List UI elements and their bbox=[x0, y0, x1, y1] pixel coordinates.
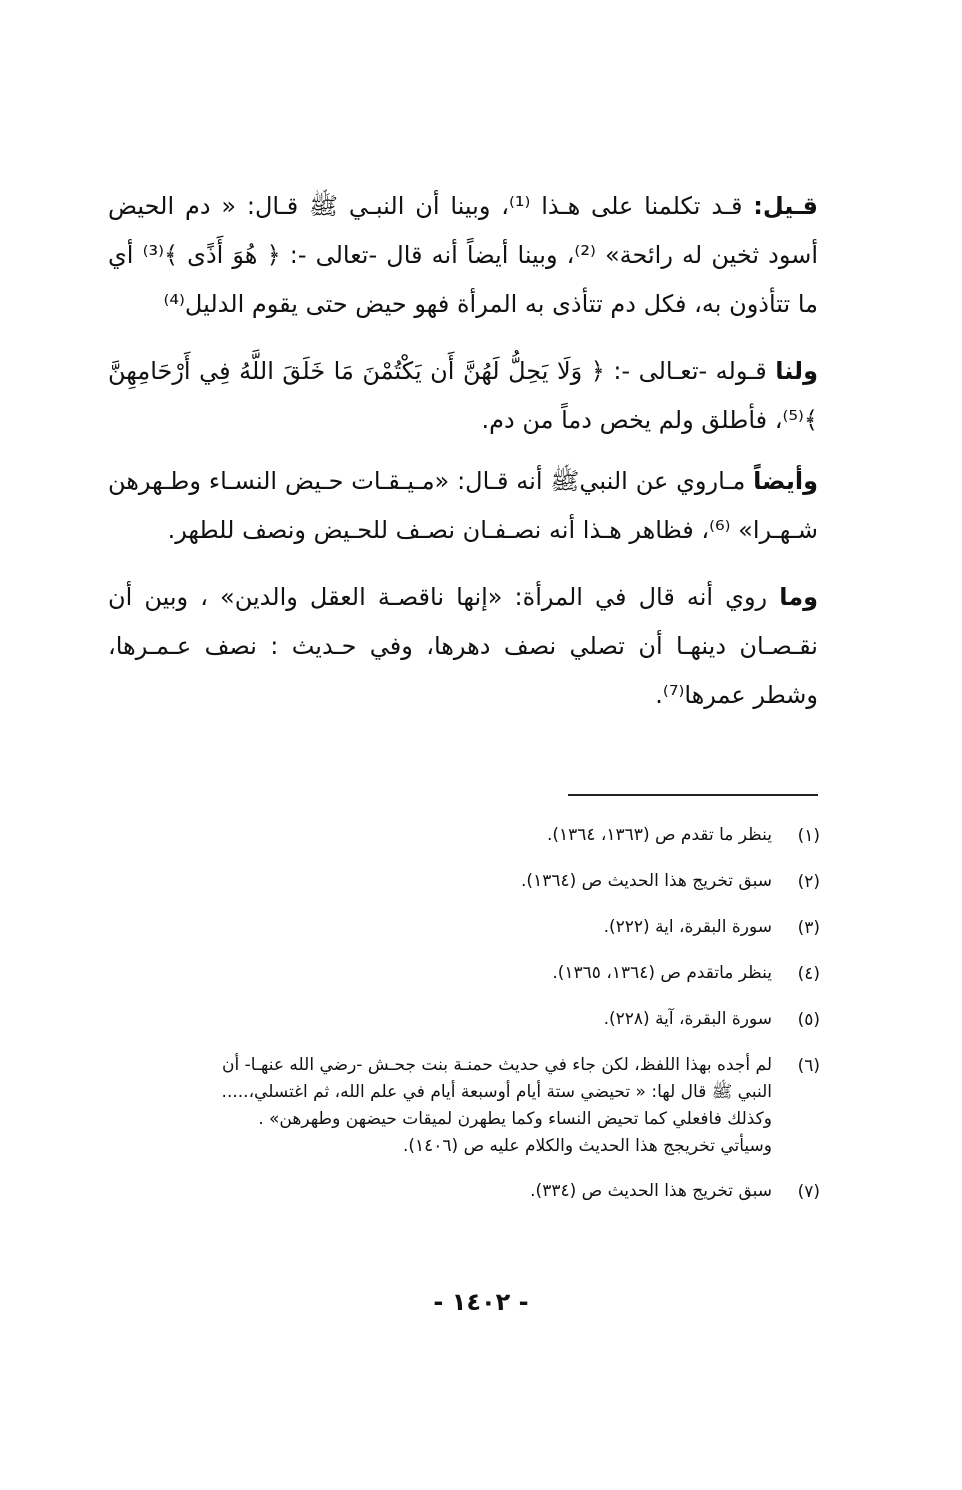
footnote-line: وكذلك فافعلي كما تحيض النساء وكما يطهرن لميقات حيضهن وطهرهن» . bbox=[258, 1109, 772, 1129]
paragraph-lead: وما bbox=[779, 583, 818, 611]
footnote-line: النبي ﷺ قال لها: « تحيضي ستة أيام أوسبعة أيام في علم الله، ثم اغتسلي،..... bbox=[221, 1082, 772, 1102]
paragraph-text: قـد تكلمنا على هـذا ⁽¹⁾، وبينا أن النبـي ﷺ قـال: « دم الحيض أسود ثخين له رائحة» ⁽²⁾، وبينا أيضاً أنه قال -تعالى -: ﴿ هُوَ أَذًى ﴾⁽³⁾ أي ما تتأذون به، فكل دم تتأذى به المرأة فهو حيض حتى يقوم الدليل⁽⁴⁾ bbox=[108, 192, 818, 318]
footnote-line: سبق تخريج هذا الحديث ص (٣٣٤). bbox=[530, 1181, 772, 1201]
footnote-number: (١) bbox=[797, 826, 820, 846]
footnote-number: (٢) bbox=[797, 872, 820, 892]
footnote-divider bbox=[568, 794, 818, 796]
footnote-number: (٦) bbox=[797, 1056, 820, 1076]
footnote-text bbox=[108, 960, 772, 987]
footnote-text bbox=[108, 914, 772, 941]
footnote-line: لم أجده بهذا اللفظ، لكن جاء في حديث حمنـة بنت جحـش -رضي الله عنهـا- أن bbox=[222, 1055, 772, 1075]
footnote-text bbox=[108, 1052, 772, 1160]
footnotes bbox=[108, 822, 820, 1224]
footnote-text bbox=[108, 1006, 772, 1033]
page-number: - ١٤٠٢ - bbox=[433, 1288, 529, 1316]
footnote-number: (٣) bbox=[797, 918, 820, 938]
paragraph-text: قـوله -تعـالى -: ﴿ وَلَا يَحِلُّ لَهُنَّ أَن يَكْتُمْنَ مَا خَلَقَ اللَّهُ فِي أَرْحَامِهِنَّ ﴾⁽⁵⁾، فأطلق ولم يخص دماً من دم. bbox=[108, 357, 818, 434]
footnote-text bbox=[108, 822, 772, 849]
footnote-6 bbox=[108, 1052, 820, 1160]
footnote-number: (٥) bbox=[797, 1010, 820, 1030]
footnote-text bbox=[108, 868, 772, 895]
main-text bbox=[108, 182, 818, 738]
paragraph-2 bbox=[108, 347, 818, 445]
footnote-4 bbox=[108, 960, 820, 988]
footnote-1 bbox=[108, 822, 820, 850]
paragraph-lead: وأيضاً bbox=[753, 467, 818, 495]
footnote-line: ينظر ما تقدم ص (١٣٦٣، ١٣٦٤). bbox=[546, 825, 772, 845]
footnote-line: سورة البقرة، اية (٢٢٢). bbox=[603, 917, 772, 937]
footnote-text bbox=[108, 1178, 772, 1205]
footnote-number: (٧) bbox=[797, 1182, 820, 1202]
footnote-3 bbox=[108, 914, 820, 942]
footnote-2 bbox=[108, 868, 820, 896]
paragraph-1 bbox=[108, 182, 818, 329]
paragraph-4 bbox=[108, 573, 818, 720]
paragraph-lead: ولنا bbox=[775, 357, 818, 385]
footnote-line: وسيأتي تخريجج هذا الحديث والكلام عليه ص (١٤٠٦). bbox=[402, 1136, 772, 1156]
footnote-7 bbox=[108, 1178, 820, 1206]
footnote-line: سورة البقرة، آية (٢٢٨). bbox=[603, 1009, 772, 1029]
footnote-line: ينظر ماتقدم ص (١٣٦٤، ١٣٦٥). bbox=[552, 963, 772, 983]
paragraph-text: روي أنه قال في المرأة: «إنها ناقصـة العقل والدين» ، وبين أن نقـصـان دينهـا أن تصلي نصف دهرها، وفي حـديث : نصف عـمـرها، وشطر عمرها⁽⁷⁾. bbox=[108, 583, 818, 709]
footnote-line: سبق تخريج هذا الحديث ص (١٣٦٤). bbox=[521, 871, 772, 891]
footnote-number: (٤) bbox=[797, 964, 820, 984]
paragraph-lead: قـيل: bbox=[753, 192, 818, 220]
footnote-5 bbox=[108, 1006, 820, 1034]
paragraph-3 bbox=[108, 457, 818, 555]
paragraph-text: مـاروي عن النبيﷺ أنه قـال: «مـيـقـات حـيض النسـاء وطـهرهن شـهـرا» ⁽⁶⁾، فظاهر هـذا أنه نصـفـان نصـف للحـيض ونصف للطهر. bbox=[108, 467, 818, 544]
